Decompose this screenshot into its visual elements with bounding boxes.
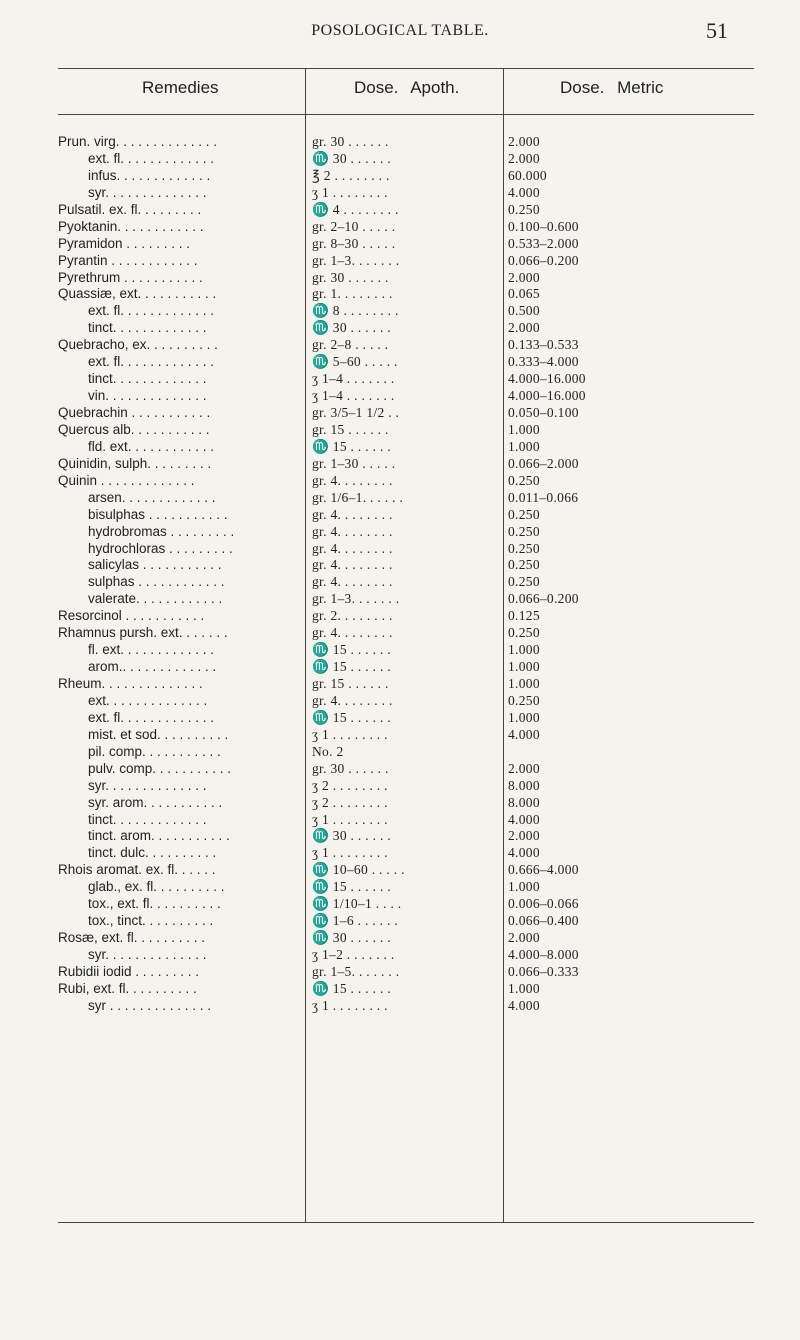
dose-metric: 1.000 (508, 421, 540, 437)
remedy-name: mist. et sod. . . . . . . . . . (88, 726, 229, 742)
dose-apoth: ♏ 10–60 . . . . . (312, 862, 405, 878)
dose-apoth: gr. 1–3. . . . . . . (312, 591, 400, 607)
dose-metric: 2.000 (508, 320, 540, 336)
dose-apoth: gr. 15 . . . . . . (312, 421, 389, 437)
table-row (0, 676, 800, 693)
remedy-name: tinct. dulc. . . . . . . . . . (88, 845, 217, 861)
dose-metric: 1.000 (508, 879, 540, 895)
dose-metric: 4.000–8.000 (508, 947, 579, 962)
dose-apoth: gr. 15 . . . . . . (312, 676, 389, 691)
dose-metric: 0.333–4.000 (508, 354, 579, 370)
remedy-name: bisulphas . . . . . . . . . . . (88, 506, 228, 522)
remedy-name: syr. arom. . . . . . . . . . . (88, 794, 223, 810)
dose-metric: 1.000 (508, 980, 540, 996)
dose-apoth: ʒ 1 . . . . . . . . (312, 184, 388, 200)
table-row (0, 964, 800, 981)
remedy-name: ext. fl. . . . . . . . . . . . . (88, 150, 215, 166)
table-row (0, 761, 800, 778)
dose-apoth: gr. 4. . . . . . . . (312, 540, 393, 556)
remedy-name: ext. fl. . . . . . . . . . . . . (88, 709, 215, 725)
dose-metric: 0.050–0.100 (508, 405, 579, 420)
table-row (0, 524, 800, 541)
remedy-name: arom.. . . . . . . . . . . . . (88, 659, 217, 675)
dose-metric: 0.250 (508, 574, 540, 590)
dose-metric: 0.066–0.200 (508, 591, 579, 607)
remedy-name: Quercus alb. . . . . . . . . . . (58, 421, 210, 437)
dose-apoth: gr. 1. . . . . . . . (312, 286, 393, 302)
table-row (0, 456, 800, 473)
dose-metric: 0.250 (508, 540, 540, 556)
dose-apoth: ʒ 1 . . . . . . . . (312, 726, 388, 742)
remedy-name: Pyramidon . . . . . . . . . (58, 235, 191, 251)
table-row (0, 236, 800, 253)
dose-apoth: ♏ 15 . . . . . . (312, 980, 391, 996)
table-row (0, 710, 800, 727)
table-row (0, 270, 800, 287)
table-row (0, 490, 800, 507)
dose-apoth: ♏ 4 . . . . . . . . (312, 201, 399, 217)
table-row (0, 642, 800, 659)
remedy-name: Pyrantin . . . . . . . . . . . . (58, 252, 198, 268)
remedy-name: Rubi, ext. fl. . . . . . . . . . (58, 980, 197, 996)
remedy-name: Quassiæ, ext. . . . . . . . . . . (58, 286, 217, 302)
remedy-name: vin. . . . . . . . . . . . . . (88, 388, 207, 404)
table-row (0, 693, 800, 710)
remedy-name: sulphas . . . . . . . . . . . . (88, 574, 225, 590)
remedy-name: Rhamnus pursh. ext. . . . . . . (58, 625, 228, 641)
dose-apoth: gr. 2–10 . . . . . (312, 218, 396, 234)
dose-apoth: gr. 30 . . . . . . (312, 760, 389, 776)
column-divider (305, 68, 306, 114)
dose-apoth: ʒ 2 . . . . . . . . (312, 777, 388, 793)
dose-metric: 2.000 (508, 134, 540, 149)
table-row (0, 930, 800, 947)
table-row (0, 845, 800, 862)
table-row (0, 507, 800, 524)
dose-metric: 4.000 (508, 726, 540, 742)
dose-metric: 2.000 (508, 269, 540, 285)
dose-metric: 2.000 (508, 760, 540, 776)
table-row (0, 574, 800, 591)
dose-metric: 0.065 (508, 286, 540, 302)
table-row (0, 320, 800, 337)
remedy-name: ext. . . . . . . . . . . . . . (88, 692, 208, 708)
dose-metric: 2.000 (508, 828, 540, 844)
remedy-name: tinct. . . . . . . . . . . . . (88, 371, 207, 387)
dose-metric: 8.000 (508, 777, 540, 793)
page-header (0, 16, 800, 46)
table-row (0, 557, 800, 574)
table-row (0, 473, 800, 490)
dose-apoth: ♏ 30 . . . . . . (312, 320, 391, 336)
dose-apoth: gr. 4. . . . . . . . (312, 625, 393, 641)
dose-metric: 0.250 (508, 201, 540, 217)
table-row (0, 337, 800, 354)
dose-apoth: gr. 3/5–1 1/2 . . (312, 405, 400, 420)
dose-metric: 1.000 (508, 676, 540, 691)
dose-apoth: gr. 8–30 . . . . . (312, 235, 396, 251)
table-row (0, 303, 800, 320)
table-row (0, 354, 800, 371)
dose-metric: 0.066–0.400 (508, 913, 579, 929)
dose-apoth: ʒ 1–4 . . . . . . . (312, 388, 395, 404)
dose-apoth: gr. 4. . . . . . . . (312, 692, 393, 708)
remedy-name: pil. comp. . . . . . . . . . . (88, 743, 221, 759)
dose-metric: 1.000 (508, 642, 540, 658)
dose-apoth: gr. 2–8 . . . . . (312, 337, 389, 353)
table-row (0, 405, 800, 422)
remedy-name: arsen. . . . . . . . . . . . . (88, 489, 216, 505)
dose-metric: 8.000 (508, 794, 540, 810)
dose-apoth: ♏ 15 . . . . . . (312, 709, 391, 725)
dose-apoth: ♏ 15 . . . . . . (312, 438, 391, 454)
dose-metric: 4.000 (508, 997, 540, 1013)
dose-apoth: gr. 4. . . . . . . . (312, 574, 393, 590)
remedy-name: glab., ex. fl. . . . . . . . . . (88, 879, 225, 895)
dose-metric: 0.250 (508, 692, 540, 708)
column-header-remedies: Remedies (142, 78, 219, 97)
table-row (0, 913, 800, 930)
table-row (0, 253, 800, 270)
remedy-name: fl. ext. . . . . . . . . . . . . (88, 642, 215, 658)
dose-apoth: ♏ 30 . . . . . . (312, 930, 391, 946)
remedy-name: tinct. . . . . . . . . . . . . (88, 811, 207, 827)
table-bottom-rule (58, 1222, 754, 1223)
dose-metric: 2.000 (508, 150, 540, 166)
column-header-dose-apoth: Dose. Apoth. (354, 78, 460, 97)
remedy-name: syr . . . . . . . . . . . . . . (88, 997, 212, 1013)
dose-metric: 0.006–0.066 (508, 896, 579, 912)
remedy-name: ext. fl. . . . . . . . . . . . . (88, 354, 215, 370)
table-row (0, 388, 800, 405)
table-header-rule (58, 114, 754, 115)
table-row (0, 795, 800, 812)
dose-apoth: ʒ 1 . . . . . . . . (312, 997, 388, 1013)
dose-metric: 0.250 (508, 472, 540, 488)
dose-metric: 2.000 (508, 930, 540, 946)
remedy-name: tinct. arom. . . . . . . . . . . (88, 828, 230, 844)
table-row (0, 625, 800, 642)
table-row (0, 168, 800, 185)
dose-metric: 0.133–0.533 (508, 337, 579, 353)
dose-apoth: ʒ 1 . . . . . . . . (312, 845, 388, 861)
dose-apoth: ♏ 5–60 . . . . . (312, 354, 398, 370)
dose-metric: 0.066–0.200 (508, 252, 579, 268)
dose-metric: 0.500 (508, 303, 540, 319)
dose-apoth: gr. 30 . . . . . . (312, 134, 389, 149)
remedy-name: Resorcinol . . . . . . . . . . . (58, 608, 205, 624)
dose-metric: 4.000 (508, 811, 540, 827)
dose-metric: 0.011–0.066 (508, 489, 579, 505)
table-row (0, 896, 800, 913)
table-row (0, 812, 800, 829)
dose-metric: 0.100–0.600 (508, 218, 579, 234)
dose-metric: 60.000 (508, 167, 547, 183)
dose-apoth: gr. 1–3. . . . . . . (312, 252, 400, 268)
column-header-dose-metric: Dose. Metric (560, 78, 664, 97)
remedy-name: Pyoktanin. . . . . . . . . . . . (58, 218, 204, 234)
dose-apoth: ʒ 1–4 . . . . . . . (312, 371, 395, 387)
table-row (0, 828, 800, 845)
remedy-name: tox., ext. fl. . . . . . . . . . (88, 896, 221, 912)
table-row (0, 981, 800, 998)
remedy-name: Quebracho, ex. . . . . . . . . . (58, 337, 218, 353)
remedy-name: tinct. . . . . . . . . . . . . (88, 320, 207, 336)
table-row (0, 202, 800, 219)
dose-apoth: gr. 2. . . . . . . . (312, 608, 393, 624)
page-title: POSOLOGICAL TABLE. (311, 22, 489, 39)
dose-apoth: gr. 4. . . . . . . . (312, 506, 393, 522)
table-row (0, 744, 800, 761)
remedy-name: valerate. . . . . . . . . . . . (88, 591, 223, 607)
remedy-name: Prun. virg. . . . . . . . . . . . . . (58, 134, 218, 149)
remedy-name: hydrochloras . . . . . . . . . (88, 540, 233, 556)
remedy-name: Quinin . . . . . . . . . . . . . (58, 472, 195, 488)
dose-metric: 4.000–16.000 (508, 371, 586, 387)
dose-apoth: ʒ 2 . . . . . . . . (312, 794, 388, 810)
remedy-name: pulv. comp. . . . . . . . . . . (88, 760, 232, 776)
table-row (0, 134, 800, 151)
dose-metric: 4.000 (508, 184, 540, 200)
table-row (0, 659, 800, 676)
remedy-name: Rosæ, ext. fl. . . . . . . . . . (58, 930, 206, 946)
remedy-name: ext. fl. . . . . . . . . . . . . (88, 303, 215, 319)
dose-apoth: gr. 1/6–1. . . . . . (312, 489, 404, 505)
dose-metric: 0.125 (508, 608, 540, 624)
remedy-name: infus. . . . . . . . . . . . . (88, 167, 211, 183)
dose-metric: 4.000 (508, 845, 540, 861)
dose-metric: 0.066–0.333 (508, 963, 579, 979)
dose-metric: 1.000 (508, 659, 540, 675)
remedy-name: Rheum. . . . . . . . . . . . . . (58, 676, 203, 691)
dose-apoth: ♏ 15 . . . . . . (312, 659, 391, 675)
page-number: 51 (706, 18, 728, 43)
table-row (0, 422, 800, 439)
table-row (0, 439, 800, 456)
table-row (0, 286, 800, 303)
dose-metric: 4.000–16.000 (508, 388, 586, 404)
remedy-name: Rhois aromat. ex. fl. . . . . . (58, 862, 216, 878)
remedy-name: Rubidii iodid . . . . . . . . . (58, 963, 200, 979)
remedy-name: Quinidin, sulph. . . . . . . . . (58, 455, 212, 471)
table-row (0, 371, 800, 388)
dose-apoth: ♏ 15 . . . . . . (312, 879, 391, 895)
dose-apoth: ʒ 1–2 . . . . . . . (312, 947, 395, 962)
remedy-name: Quebrachin . . . . . . . . . . . (58, 405, 211, 420)
dose-apoth: gr. 30 . . . . . . (312, 269, 389, 285)
table-row (0, 879, 800, 896)
dose-apoth: ʒ 1 . . . . . . . . (312, 811, 388, 827)
dose-apoth: gr. 1–30 . . . . . (312, 455, 396, 471)
remedy-name: Pulsatil. ex. fl. . . . . . . . . (58, 201, 202, 217)
dose-metric: 1.000 (508, 709, 540, 725)
dose-apoth: gr. 4. . . . . . . . (312, 472, 393, 488)
table-row (0, 998, 800, 1015)
dose-metric: 0.250 (508, 506, 540, 522)
table-row (0, 219, 800, 236)
remedy-name: fld. ext. . . . . . . . . . . . (88, 438, 215, 454)
dose-apoth: ℥ 2 . . . . . . . . (312, 167, 390, 183)
dose-apoth: ♏ 30 . . . . . . (312, 150, 391, 166)
column-divider (503, 68, 504, 114)
dose-metric: 1.000 (508, 438, 540, 454)
remedy-name: tox., tinct. . . . . . . . . . (88, 913, 214, 929)
dose-apoth: ♏ 15 . . . . . . (312, 642, 391, 658)
table-row (0, 608, 800, 625)
posology-table-body (0, 134, 800, 1015)
dose-apoth: ♏ 8 . . . . . . . . (312, 303, 399, 319)
table-row (0, 591, 800, 608)
table-row (0, 151, 800, 168)
dose-apoth: gr. 1–5. . . . . . . (312, 963, 400, 979)
table-row (0, 727, 800, 744)
remedy-name: syr. . . . . . . . . . . . . . (88, 184, 207, 200)
table-row (0, 862, 800, 879)
remedy-name: salicylas . . . . . . . . . . . (88, 557, 222, 573)
remedy-name: syr. . . . . . . . . . . . . . (88, 947, 207, 962)
dose-apoth: ♏ 30 . . . . . . (312, 828, 391, 844)
table-row (0, 778, 800, 795)
table-row (0, 947, 800, 964)
dose-metric: 0.666–4.000 (508, 862, 579, 878)
dose-apoth: gr. 4. . . . . . . . (312, 557, 393, 573)
dose-metric: 0.533–2.000 (508, 235, 579, 251)
dose-apoth: ♏ 1/10–1 . . . . (312, 896, 402, 912)
remedy-name: syr. . . . . . . . . . . . . . (88, 777, 207, 793)
dose-metric: 0.250 (508, 625, 540, 641)
dose-apoth: gr. 4. . . . . . . . (312, 523, 393, 539)
remedy-name: Pyrethrum . . . . . . . . . . . (58, 269, 203, 285)
table-row (0, 185, 800, 202)
dose-metric: 0.250 (508, 523, 540, 539)
table-row (0, 541, 800, 558)
remedy-name: hydrobromas . . . . . . . . . (88, 523, 235, 539)
dose-apoth: No. 2 (312, 743, 344, 759)
dose-metric: 0.066–2.000 (508, 455, 579, 471)
dose-apoth: ♏ 1–6 . . . . . . (312, 913, 399, 929)
table-top-rule (58, 68, 754, 69)
dose-metric: 0.250 (508, 557, 540, 573)
